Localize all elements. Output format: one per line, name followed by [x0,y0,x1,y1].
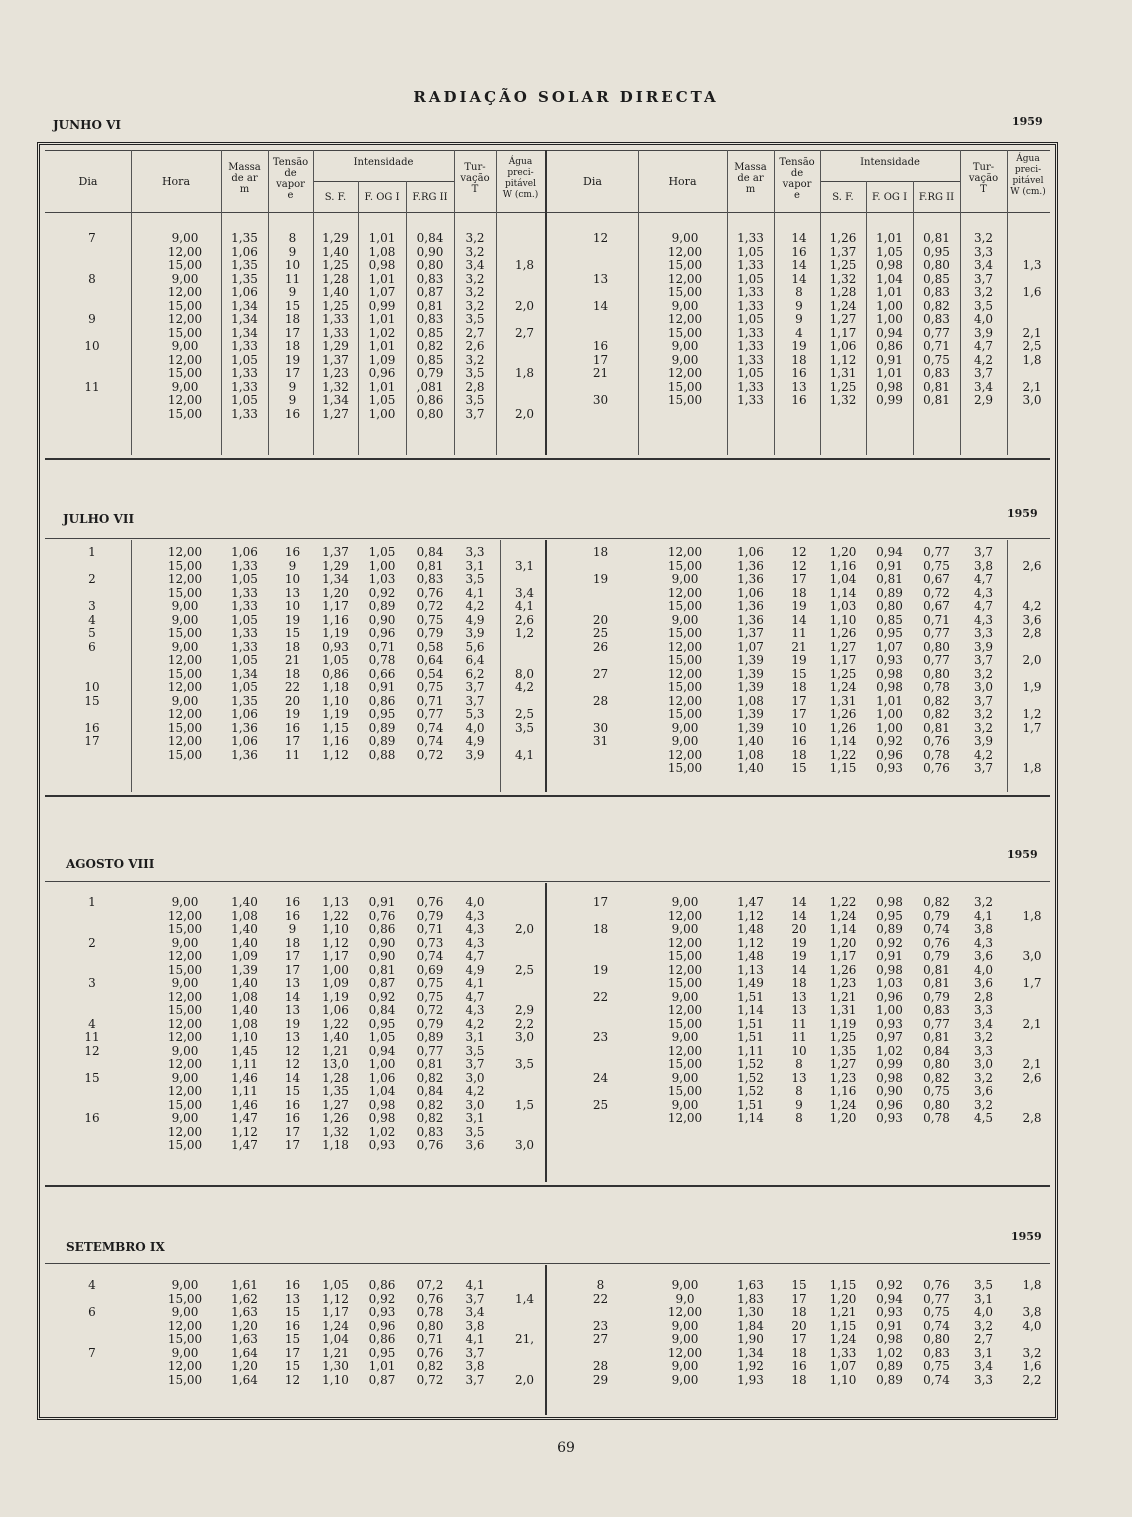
agosto-right-w: 1,8 3,0 1,7 2,1 2,1 2,6 2,8 [1022,908,1042,1125]
setembro-left-hora: 9,00 15,00 9,00 12,00 15,00 9,00 12,00 15,00 [167,1278,203,1387]
col-header-intensidade: Intensidade [353,157,414,168]
divider-junho [45,458,1050,460]
setembro-right-rg: 0,76 0,77 0,75 0,74 0,80 0,83 0,75 0,74 [923,1278,950,1387]
setembro-right-dia: 8 22 23 27 28 29 [592,1278,609,1387]
agosto-left-hora: 9,00 12,00 15,00 9,00 12,00 15,00 9,00 12,00 15,00 12,00 12,00 9,00 12,00 9,00 12,00 15,00 9,00 12,00 15,00 [167,895,203,1152]
julho-left-hora: 12,00 15,00 12,00 15,00 9,00 9,00 15,00 9,00 12,00 15,00 12,00 9,00 12,00 15,00 12,00 15,00 [167,545,203,762]
rule-julho-top [45,538,1050,539]
junho-left-w: 1,8 2,0 2,7 1,8 2,0 [514,258,535,421]
agosto-right-dia: 17 18 19 22 23 24 25 [592,895,609,1112]
agosto-right-og: 0,98 0,95 0,89 0,92 0,91 0,98 1,03 0,96 1,00 0,93 0,97 1,02 0,99 0,98 0,90 0,96 0,93 [876,895,903,1125]
col-header-turvacao-right: Tur- vação T [968,162,999,195]
junho-right-dia: 12 13 14 16 17 21 30 [592,231,609,407]
col-header-frg2-right: F.RG II [918,192,955,203]
julho-left-t: 3,3 3,1 3,5 4,1 4,2 4,9 3,9 5,6 6,4 6,2 3,7 3,7 5,3 4,0 4,9 3,9 [465,545,485,762]
col-header-frg2: F.RG II [412,192,448,203]
col-header-turvacao: Tur- vação T [460,162,490,195]
setembro-right-t: 3,5 3,1 4,0 3,2 2,7 3,1 3,4 3,3 [973,1278,994,1387]
setembro-left-sf: 1,05 1,12 1,17 1,24 1,04 1,21 1,30 1,10 [322,1278,349,1387]
divider-agosto [45,1185,1050,1187]
julho-left-dia: 1 2 3 4 5 6 10 15 16 17 [84,545,100,748]
agosto-right-m: 1,47 1,12 1,48 1,12 1,48 1,13 1,49 1,51 1,14 1,51 1,51 1,11 1,52 1,52 1,52 1,51 1,14 [737,895,764,1125]
junho-left-og: 1,01 1,08 0,98 1,01 1,07 0,99 1,01 1,02 1,01 1,09 0,96 1,01 1,05 1,00 [368,231,396,421]
setembro-right-m: 1,63 1,83 1,30 1,84 1,90 1,34 1,92 1,93 [737,1278,764,1387]
agosto-left-sf: 1,13 1,22 1,10 1,12 1,17 1,00 1,09 1,19 1,06 1,22 1,40 1,21 13,0 1,28 1,35 1,27 1,26 1,32 1,18 [322,895,349,1152]
setembro-right-sf: 1,15 1,20 1,21 1,15 1,24 1,33 1,07 1,10 [829,1278,857,1387]
junho-right-m: 1,33 1,05 1,33 1,05 1,33 1,33 1,05 1,33 1,33 1,33 1,05 1,33 1,33 [737,231,764,407]
col-header-fog1: F. OG I [364,192,400,203]
section-year-julho: 1959 [1007,507,1038,520]
setembro-right-e: 15 17 18 20 17 18 16 18 [791,1278,807,1387]
junho-right-t: 3,2 3,3 3,4 3,7 3,2 3,5 4,0 3,9 4,7 4,2 3,7 3,4 2,9 [973,231,994,407]
section-year-junho: 1959 [1012,115,1043,128]
junho-left-rg: 0,84 0,90 0,80 0,83 0,87 0,81 0,83 0,85 0,82 0,85 0,79 ,081 0,86 0,80 [416,231,444,421]
header-bottom-rule [45,212,1050,213]
agosto-right-rg: 0,82 0,79 0,74 0,76 0,79 0,81 0,81 0,79 0,83 0,77 0,81 0,84 0,80 0,82 0,75 0,80 0,78 [923,895,950,1125]
vline [1007,540,1008,792]
section-year-setembro: 1959 [1011,1230,1042,1243]
agosto-right-hora: 9,00 12,00 9,00 12,00 15,00 12,00 15,00 9,00 12,00 15,00 9,00 12,00 15,00 9,00 15,00 9,00 12,00 [667,895,703,1125]
julho-left-w: 3,1 3,4 4,1 2,6 1,2 8,0 4,2 2,5 3,5 4,1 [514,558,535,762]
julho-right-sf: 1,20 1,16 1,04 1,14 1,03 1,10 1,26 1,27 1,17 1,25 1,24 1,31 1,26 1,26 1,14 1,22 1,15 [829,545,857,775]
intensidade-rule-right [820,181,960,182]
julho-left-og: 1,05 1,00 1,03 0,92 0,89 0,90 0,96 0,71 0,78 0,66 0,91 0,86 0,95 0,89 0,89 0,88 [368,545,396,762]
col-header-dia: Dia [78,175,98,188]
col-header-agua: Água preci- pitável W (cm.) [502,157,539,200]
col-header-tensao: Tensão de vapor e [272,157,309,201]
junho-right-sf: 1,26 1,37 1,25 1,32 1,28 1,24 1,27 1,17 1,06 1,12 1,31 1,25 1,32 [829,231,857,407]
agosto-left-rg: 0,76 0,79 0,71 0,73 0,74 0,69 0,75 0,75 0,72 0,79 0,89 0,77 0,81 0,82 0,84 0,82 0,82 0,83 0,76 [416,895,444,1152]
col-header-agua-right: Água preci- pitável W (cm.) [1010,154,1046,197]
col-header-tensao-right: Tensão de vapor e [779,157,815,201]
setembro-left-m: 1,61 1,62 1,63 1,20 1,63 1,64 1,20 1,64 [231,1278,258,1387]
agosto-left-e: 16 16 9 18 17 17 13 14 13 19 13 12 12 14 15 16 16 17 17 [284,895,301,1152]
agosto-right-t: 3,2 4,1 3,8 4,3 3,6 4,0 3,6 2,8 3,3 3,4 3,2 3,3 3,0 3,2 3,6 3,2 4,5 [973,895,994,1125]
julho-right-og: 0,94 0,91 0,81 0,89 0,80 0,85 0,95 1,07 0,93 0,98 0,98 1,01 1,00 1,00 0,92 0,96 0,93 [876,545,903,775]
julho-right-e: 12 12 17 18 19 14 11 21 19 15 18 17 17 10 16 18 15 [791,545,807,775]
julho-left-m: 1,06 1,33 1,05 1,33 1,33 1,05 1,33 1,33 1,05 1,34 1,05 1,35 1,06 1,36 1,06 1,36 [231,545,258,762]
agosto-left-t: 4,0 4,3 4,3 4,3 4,7 4,9 4,1 4,7 4,3 4,2 3,1 3,5 3,7 3,0 4,2 3,0 3,1 3,5 3,6 [465,895,485,1152]
junho-right-rg: 0,81 0,95 0,80 0,85 0,83 0,82 0,83 0,77 0,71 0,75 0,83 0,81 0,81 [923,231,950,407]
agosto-left-dia: 1 2 3 4 11 12 15 16 [84,895,100,1125]
agosto-left-og: 0,91 0,76 0,86 0,90 0,90 0,81 0,87 0,92 0,84 0,95 1,05 0,94 1,00 1,06 1,04 0,98 0,98 1,02 0,93 [368,895,396,1152]
junho-left-m: 1,35 1,06 1,35 1,35 1,06 1,34 1,34 1,34 1,33 1,05 1,33 1,33 1,05 1,33 [231,231,258,421]
junho-right-e: 14 16 14 14 8 9 9 4 19 18 16 13 16 [791,231,807,407]
col-header-dia-right: Dia [583,175,602,188]
page-title: RADIAÇÃO SOLAR DIRECTA [413,88,719,106]
junho-left-hora: 9,00 12,00 15,00 9,00 12,00 15,00 12,00 15,00 9,00 12,00 15,00 9,00 12,00 15,00 [167,231,203,421]
setembro-left-rg: 07,2 0,76 0,78 0,80 0,71 0,76 0,82 0,72 [416,1278,444,1387]
agosto-left-m: 1,40 1,08 1,40 1,40 1,09 1,39 1,40 1,08 1,40 1,08 1,10 1,45 1,11 1,46 1,11 1,46 1,47 1,12 1,47 [231,895,258,1152]
junho-right-og: 1,01 1,05 0,98 1,04 1,01 1,00 1,00 0,94 0,86 0,91 1,01 0,98 0,99 [876,231,903,407]
setembro-right-hora: 9,00 9,0 12,00 9,00 9,00 12,00 9,00 9,00 [667,1278,703,1387]
section-month-agosto: AGOSTO VIII [66,857,155,871]
col-header-massa: Massa de ar m [228,162,261,195]
junho-right-w: 1,3 1,6 2,1 2,5 1,8 2,1 3,0 [1022,258,1042,407]
setembro-left-w: 1,4 21, 2,0 [514,1291,535,1387]
agosto-left-w: 2,0 2,5 2,9 2,2 3,0 3,5 1,5 3,0 [514,922,535,1152]
setembro-left-og: 0,86 0,92 0,93 0,96 0,86 0,95 1,01 0,87 [368,1278,396,1387]
col-header-intensidade-right: Intensidade [860,157,920,168]
junho-left-t: 3,2 3,2 3,4 3,2 3,2 3,2 3,5 2,7 2,6 3,2 3,5 2,8 3,5 3,7 [465,231,485,421]
julho-right-w: 2,6 4,2 3,6 2,8 2,0 1,9 1,2 1,7 1,8 [1022,558,1042,775]
section-month-junho: JUNHO VI [53,118,122,132]
rule-agosto-top [45,881,1050,882]
intensidade-rule-left [313,181,454,182]
setembro-left-dia: 4 6 7 [88,1278,96,1360]
section-month-julho: JULHO VII [63,512,135,526]
setembro-left-e: 16 13 15 16 15 17 15 12 [284,1278,301,1387]
page-number: 69 [557,1440,575,1456]
julho-right-m: 1,06 1,36 1,36 1,06 1,36 1,36 1,37 1,07 1,39 1,39 1,39 1,08 1,39 1,39 1,40 1,08 1,40 [737,545,764,775]
julho-left-e: 16 9 10 13 10 19 15 18 21 18 22 20 19 16 17 11 [284,545,301,762]
setembro-right-w: 1,8 3,8 4,0 3,2 1,6 2,2 [1022,1278,1042,1387]
col-header-massa-right: Massa de ar m [734,162,767,195]
julho-left-sf: 1,37 1,29 1,34 1,20 1,17 1,16 1,19 0,93 1,05 0,86 1,18 1,10 1,19 1,15 1,16 1,12 [322,545,349,762]
col-header-hora-right: Hora [668,175,697,188]
col-header-fog1-right: F. OG I [871,192,908,203]
julho-right-dia: 18 19 20 25 26 27 28 30 31 [592,545,609,748]
section-month-setembro: SETEMBRO IX [66,1240,165,1254]
junho-left-dia: 7 8 9 10 11 [84,231,100,394]
section-year-agosto: 1959 [1007,848,1038,861]
divider-julho [45,795,1050,797]
junho-right-hora: 9,00 12,00 15,00 12,00 15,00 9,00 12,00 15,00 9,00 9,00 12,00 15,00 15,00 [667,231,703,407]
setembro-left-t: 4,1 3,7 3,4 3,8 4,1 3,7 3,8 3,7 [465,1278,485,1387]
agosto-right-e: 14 14 20 19 19 14 18 13 13 11 11 10 8 13 8 9 8 [791,895,807,1125]
agosto-right-sf: 1,22 1,24 1,14 1,20 1,17 1,26 1,23 1,21 1,31 1,19 1,25 1,35 1,27 1,23 1,16 1,24 1,20 [829,895,857,1125]
julho-right-hora: 12,00 15,00 9,00 12,00 15,00 9,00 15,00 12,00 15,00 12,00 15,00 12,00 15,00 9,00 9,00 12,00 15,00 [667,545,703,775]
julho-left-rg: 0,84 0,81 0,83 0,76 0,72 0,75 0,79 0,58 0,64 0,54 0,75 0,71 0,77 0,74 0,74 0,72 [416,545,444,762]
julho-right-rg: 0,77 0,75 0,67 0,72 0,67 0,71 0,77 0,80 0,77 0,80 0,78 0,82 0,82 0,81 0,76 0,78 0,76 [923,545,950,775]
header-top-rule [45,150,1050,151]
col-header-sf: S. F. [324,192,347,203]
col-header-sf-right: S. F. [832,192,854,203]
junho-left-sf: 1,29 1,40 1,25 1,28 1,40 1,25 1,33 1,33 1,29 1,37 1,23 1,32 1,34 1,27 [322,231,349,421]
julho-right-t: 3,7 3,8 4,7 4,3 4,7 4,3 3,3 3,9 3,7 3,2 3,0 3,7 3,2 3,2 3,9 4,2 3,7 [973,545,994,775]
junho-left-e: 8 9 10 11 9 15 18 17 18 19 17 9 9 16 [284,231,301,421]
setembro-right-og: 0,92 0,94 0,93 0,91 0,98 1,02 0,89 0,89 [876,1278,903,1387]
rule-setembro-top [45,1263,1050,1264]
col-header-hora: Hora [161,175,191,188]
